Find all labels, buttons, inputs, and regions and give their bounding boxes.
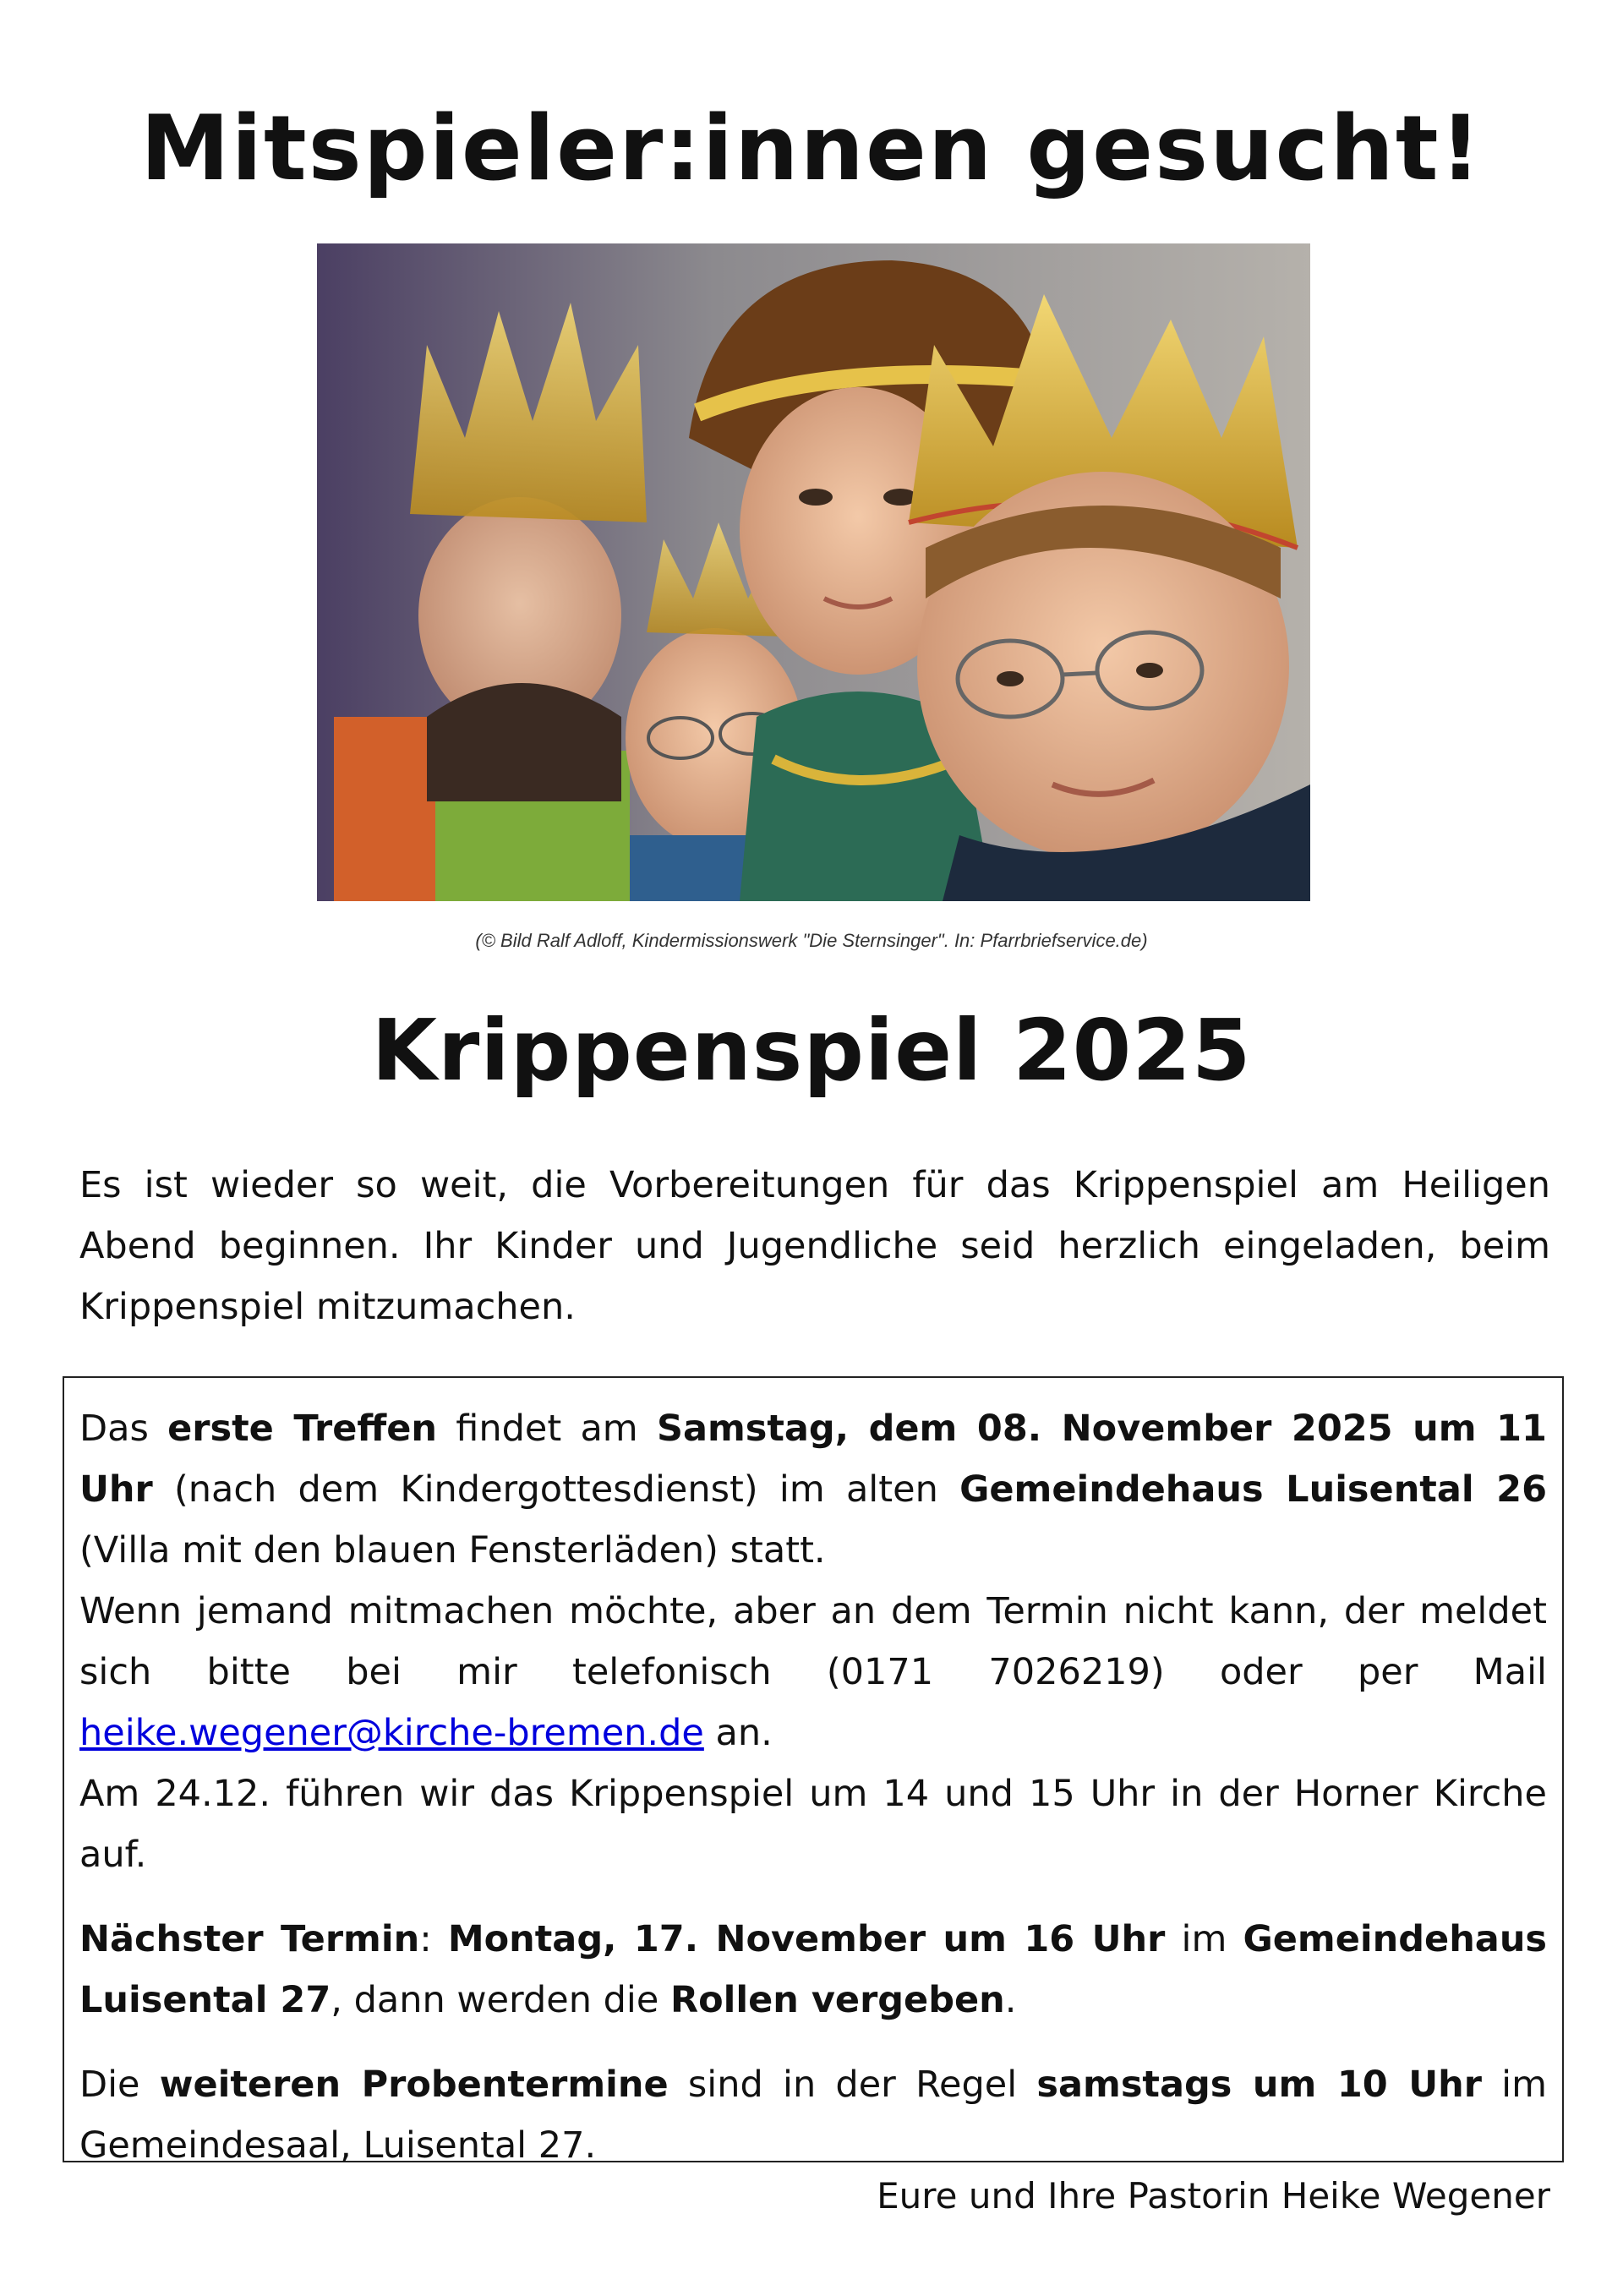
text-run: (Villa mit den blauen Fensterläden) statt. <box>79 1529 826 1572</box>
text-run: sind in der Regel <box>668 2064 1037 2106</box>
bold-text: samstags um 10 Uhr <box>1036 2064 1482 2106</box>
next-date-paragraph <box>79 1909 1547 2031</box>
info-box <box>63 1376 1564 2167</box>
signature: Eure und Ihre Pastorin Heike Wegener <box>877 2175 1550 2217</box>
rehearsal-paragraph <box>79 2054 1547 2176</box>
intro-paragraph: Es ist wieder so weit, die Vorbereitungen für das Krippenspiel am Heiligen Abend beginnen. Ihr Kinder und Jugendliche seid herzlich eingeladen, beim Krippenspiel mitzumachen. <box>79 1164 1550 1328</box>
text-run: . <box>1004 1979 1017 2021</box>
bold-text: Rollen vergeben <box>670 1979 1005 2021</box>
performance-paragraph: Am 24.12. führen wir das Krippenspiel um 14 und 15 Uhr in der Horner Kirche auf. <box>79 1773 1547 1876</box>
event-title: Krippenspiel 2025 <box>371 1001 1252 1100</box>
bold-text: Gemeindehaus Luisental 27 <box>79 1918 1548 2021</box>
contact-paragraph <box>79 1581 1547 1763</box>
bold-text: Gemeindehaus Luisental 26 <box>959 1468 1548 1511</box>
text-run: im Gemeindesaal, Luisental 27. <box>79 2064 1548 2167</box>
page-title: Mitspieler:innen gesucht! <box>140 96 1483 200</box>
photo-illustration <box>317 243 1310 901</box>
bold-text: Nächster Termin <box>79 1918 420 1960</box>
first-meeting-paragraph <box>79 1398 1547 1581</box>
bold-text: Montag, 17. November um 16 Uhr <box>447 1918 1166 1960</box>
bold-text: weiteren Probentermine <box>159 2064 669 2106</box>
text-run: an. <box>703 1712 773 1754</box>
text-run: Wenn jemand mitmachen möchte, aber an dem Termin nicht kann, der meldet sich bitte bei mir telefonisch (0171 7026219) oder per Mail <box>79 1590 1547 1693</box>
photo-credit: (© Bild Ralf Adloff, Kindermissionswerk "Die Sternsinger". In: Pfarrbriefservice.de) <box>475 930 1148 951</box>
bold-text: Samstag, dem 08. November 2025 um 11 Uhr <box>79 1408 1547 1511</box>
email-link[interactable]: heike.wegener@kirche-bremen.de <box>79 1712 704 1754</box>
photo-children-crowns <box>317 243 1310 901</box>
text-run: im <box>1165 1918 1243 1960</box>
text-run: (nach dem Kindergottesdienst) im alten <box>152 1468 960 1511</box>
text-run: , dann werden die <box>331 1979 670 2021</box>
text-run: : <box>419 1918 448 1960</box>
text-run: Die <box>79 2064 160 2106</box>
bold-text: erste Treffen <box>167 1408 437 1450</box>
text-run: Das <box>79 1408 168 1450</box>
text-run: findet am <box>436 1408 657 1450</box>
